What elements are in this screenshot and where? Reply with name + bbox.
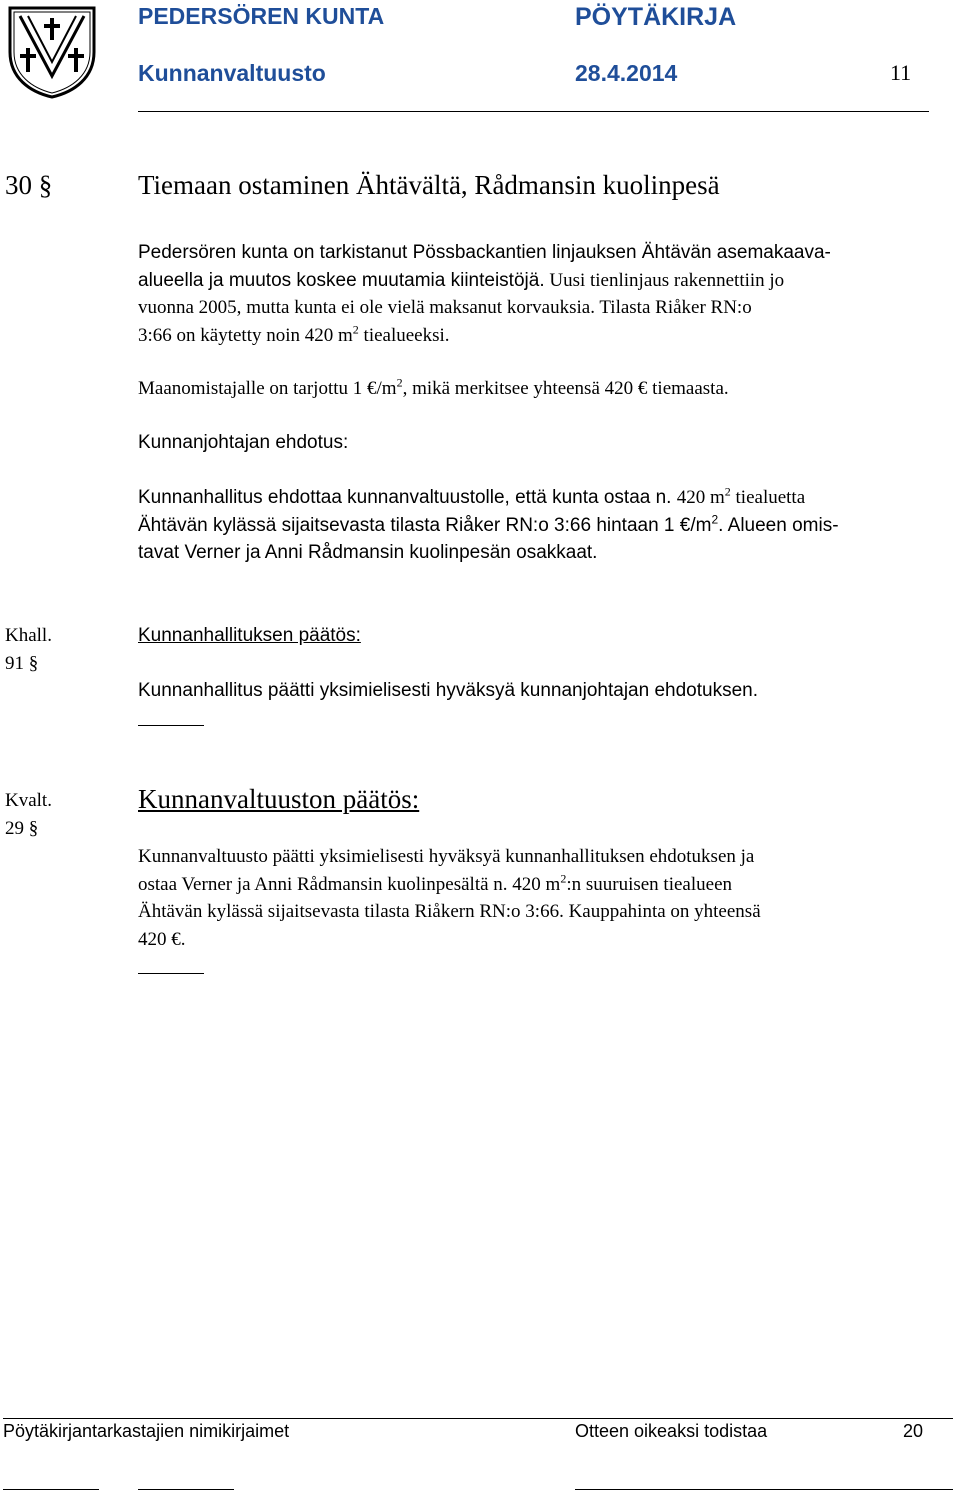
intro-line-2b: Uusi tienlinjaus rakennettiin jo [544, 269, 785, 291]
intro-line-4a: 3:66 on käytetty noin 420 m [138, 324, 353, 346]
offer-paragraph [138, 375, 729, 403]
certification-line [575, 1489, 953, 1490]
kvalt-decision-paragraph [138, 843, 938, 953]
kvalt-section: 29 § [5, 818, 39, 839]
kvalt-superscript: 2 [560, 871, 567, 886]
proposal-heading: Kunnanjohtajan ehdotus: [138, 432, 349, 453]
khall-label: Khall. [5, 625, 52, 646]
meeting-date: 28.4.2014 [575, 60, 678, 86]
kvalt-line-1: Kunnanvaltuusto päätti yksimielisesti hyväksyä kunnanhallituksen ehdotuksen ja [138, 846, 755, 867]
proposal-superscript-2: 2 [711, 512, 719, 527]
kvalt-line-2a: ostaa Verner ja Anni Rådmansin kuolinpesältä n. 420 m [138, 873, 561, 895]
organization-name: PEDERSÖREN KUNTA [138, 3, 385, 29]
section-title: Tiemaan ostaminen Ähtävältä, Rådmansin kuolinpesä [138, 170, 720, 200]
khall-decision-text: Kunnanhallitus päätti yksimielisesti hyväksyä kunnanjohtajan ehdotuksen. [138, 680, 758, 701]
khall-section: 91 § [5, 653, 39, 674]
footer-divider [3, 1418, 953, 1419]
intro-paragraph [138, 239, 938, 349]
khall-decision-heading: Kunnanhallituksen päätös: [138, 625, 361, 646]
intro-line-3a: vuonna 2005, [138, 297, 242, 318]
intro-line-3b: mutta kunta ei ole vielä maksanut korvauksia. Tilasta Riåker RN:o [241, 297, 752, 318]
proposal-line-2a: Ähtävän kylässä sijaitsevasta tilasta Riåker RN:o 3:66 hintaan 1 €/m [138, 514, 712, 536]
intro-line-1: Pedersören kunta on tarkistanut Pössbackantien linjauksen Ähtävän asemakaava- [138, 242, 831, 263]
intro-line-2a: alueella ja muutos koskee muutamia kiinteistöjä. [138, 269, 545, 291]
proposal-line-3: tavat Verner ja Anni Rådmansin kuolinpesän osakkaat. [138, 542, 598, 563]
footer-page-number: 20 [903, 1421, 924, 1441]
kvalt-line-4: 420 €. [138, 928, 186, 950]
kvalt-decision-heading: Kunnanvaltuuston päätös: [138, 784, 420, 814]
intro-superscript: 2 [352, 322, 359, 337]
header-divider [138, 111, 929, 112]
page-number: 11 [890, 60, 912, 85]
proposal-paragraph [138, 484, 938, 567]
proposal-line-1c: tiealuetta [730, 487, 806, 508]
khall-separator [138, 725, 204, 726]
offer-text-b: , mikä merkitsee yhteensä 420 € tiemaasta. [402, 378, 729, 399]
footer-signatures-label: Pöytäkirjantarkastajien nimikirjaimet [3, 1421, 290, 1441]
governing-body: Kunnanvaltuusto [138, 60, 326, 86]
proposal-line-1b: 420 m [676, 487, 725, 508]
proposal-superscript-1: 2 [724, 484, 731, 499]
offer-superscript: 2 [396, 375, 403, 390]
signature-line-2 [138, 1489, 234, 1490]
document-type: PÖYTÄKIRJA [575, 3, 737, 31]
proposal-line-1a: Kunnanhallitus ehdottaa kunnanvaltuustolle, että kunta ostaa n. [138, 487, 677, 508]
kvalt-line-2b: :n suuruisen tiealueen [566, 873, 733, 895]
intro-line-4b: tiealueeksi. [358, 324, 450, 346]
kvalt-label: Kvalt. [5, 790, 52, 811]
signature-line-1 [3, 1489, 99, 1490]
kvalt-line-3: Ähtävän kylässä sijaitsevasta tilasta Riåkern RN:o 3:66. Kauppahinta on yhteensä [138, 901, 761, 922]
kvalt-separator [138, 973, 204, 974]
proposal-line-2b: . Alueen omis- [718, 514, 839, 536]
municipal-coat-of-arms-icon [6, 4, 98, 100]
section-number: 30 § [5, 170, 53, 200]
offer-text-a: Maanomistajalle on tarjottu 1 €/m [138, 378, 397, 399]
footer-certified-label: Otteen oikeaksi todistaa [575, 1421, 768, 1441]
